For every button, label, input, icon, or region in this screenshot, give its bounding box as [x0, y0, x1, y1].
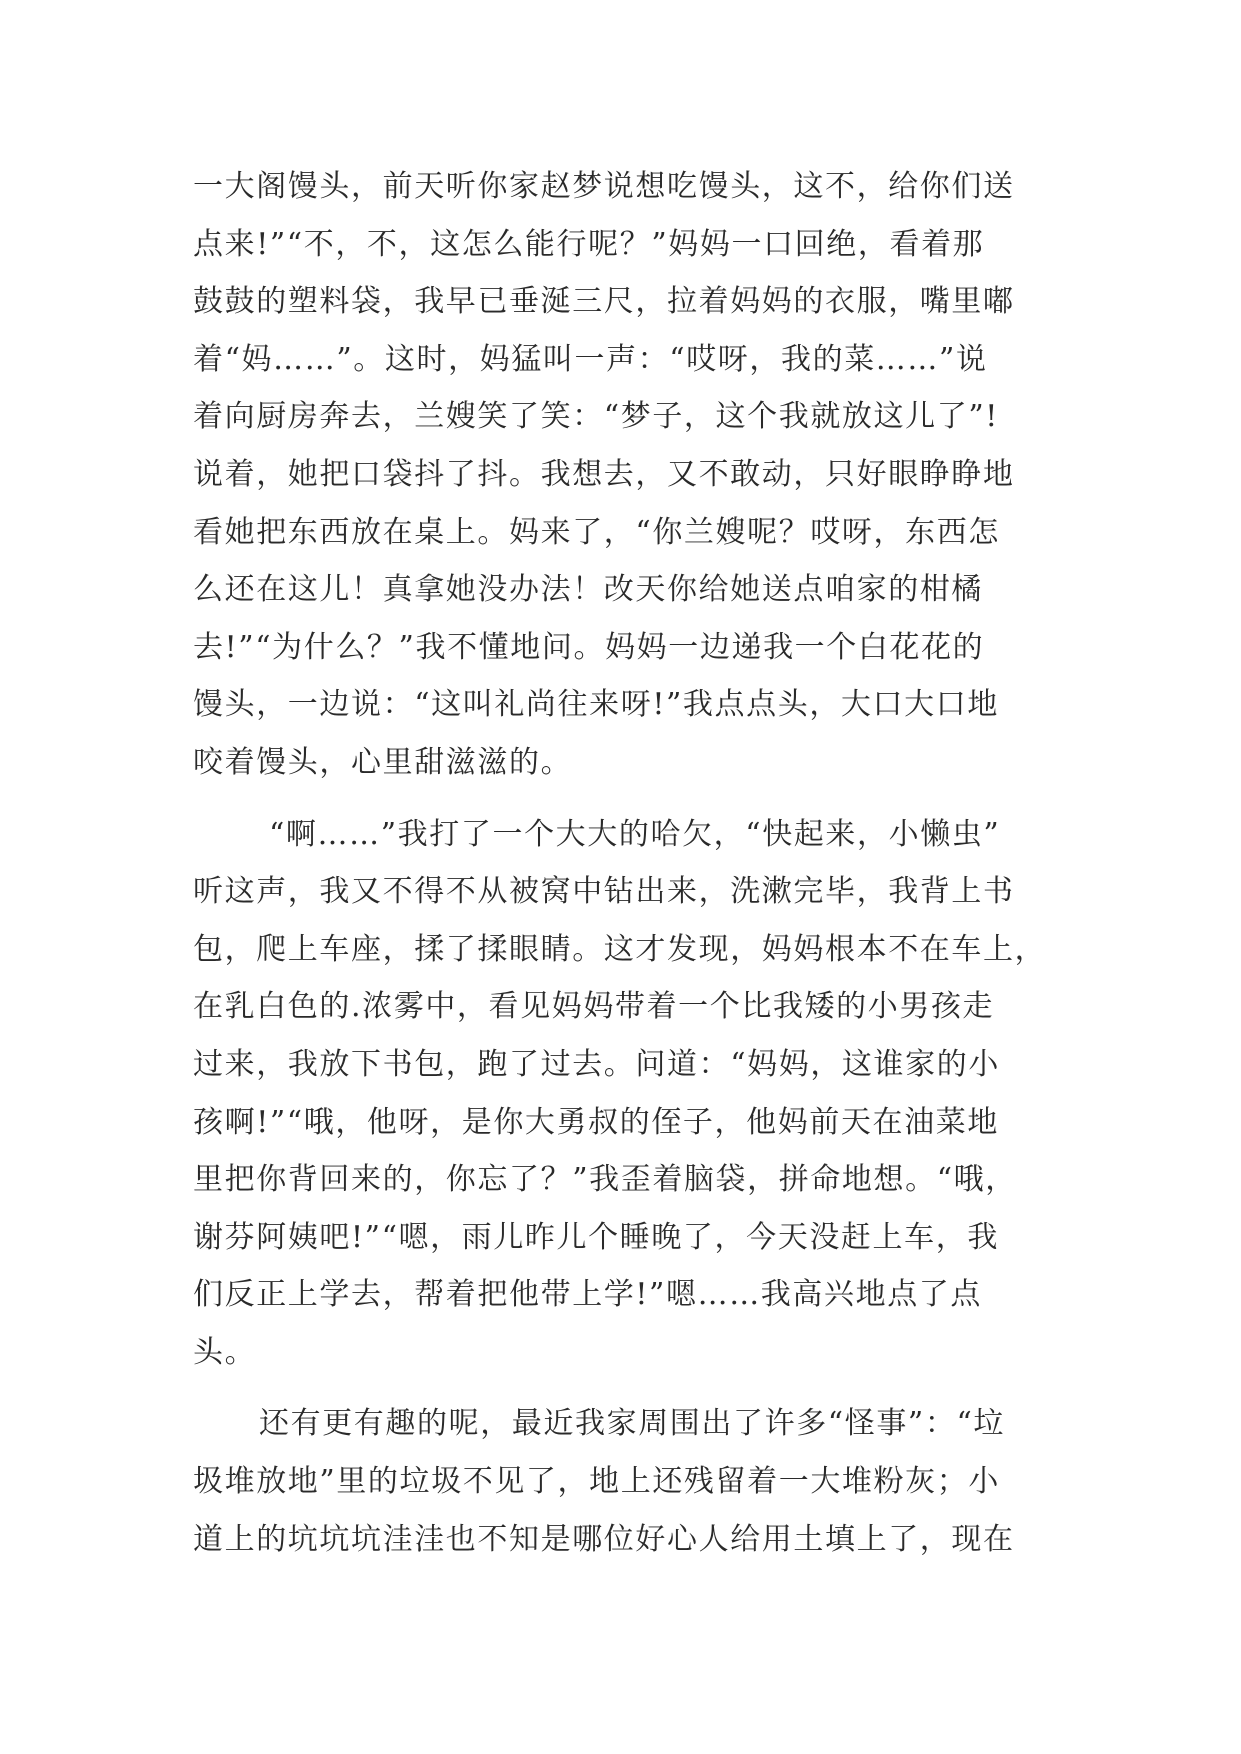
- paragraph-3: 还有更有趣的呢，最近我家周围出了许多“怪事”：“垃 圾堆放地”里的垃圾不见了，地上还残留着一大堆粉灰；小 道上的坑坑坑洼洼也不知是哪位好心人给用土填上了，现在: [193, 1406, 1015, 1557]
- paragraph-2: “啊……”我打了一个大大的哈欠，“快起来，小懒虫” 听这声，我又不得不从被窝中钻出来，洗漱完毕，我背上书 包，爬上车座，揉了揉眼睛。这才发现，妈妈根本不在车上， 在乳白色的.浓雾中，看见妈妈带着一个比我矮的小男孩走 过来，我放下书包，跑了过去。问道：“妈妈，这谁家的小 孩啊!”“哦，他呀，是你大勇叔的侄子，他妈前天在油菜地 里把你背回来的，你忘了？”我歪着脑袋，拼命地想。“哦， 谢芬阿姨吧!”“嗯，雨儿昨儿个睡晚了，今天没赶上车，我 们反正上学去，帮着把他带上学!”嗯……我高兴地点了点 头。: [193, 816, 1047, 1370]
- document-page: [193, 158, 1053, 1568]
- paragraph-1: 一大阁馒头，前天听你家赵梦说想吃馒头，这不，给你们送 点来!”“不，不，这怎么能行呢？”妈妈一口回绝，看着那 鼓鼓的塑料袋，我早已垂涎三尺，拉着妈妈的衣服，嘴里嘟 着“妈……”。这时，妈猛叫一声：“哎呀，我的菜……”说 着向厨房奔去，兰嫂笑了笑：“梦子，这个我就放这儿了”! 说着，她把口袋抖了抖。我想去，又不敢动，只好眼睁睁地 看她把东西放在桌上。妈来了，“你兰嫂呢？哎呀，东西怎 么还在这儿！真拿她没办法！改天你给她送点咱家的柑橘 去!”“为什么？”我不懂地问。妈妈一边递我一个白花花的 馒头，一边说：“这叫礼尚往来呀!”我点点头，大口大口地 咬着馒头，心里甜滋滋的。: [193, 169, 1015, 780]
